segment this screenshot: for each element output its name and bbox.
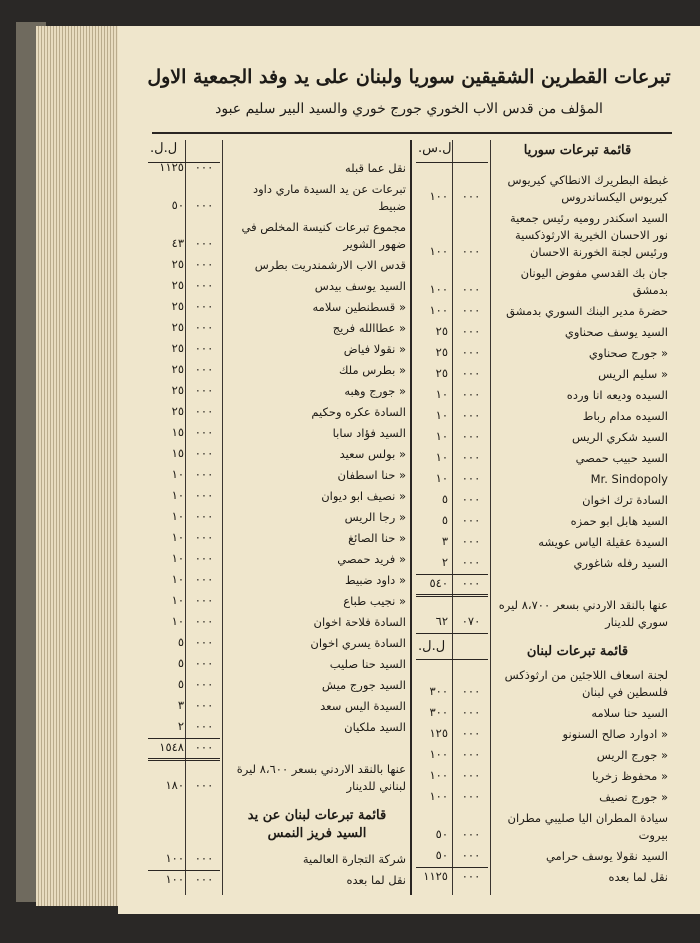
donor-name: « قسطنطين سلامه (312, 300, 406, 314)
donor-name: « محفوظ زخريا (591, 769, 668, 783)
amount-fraction: ٠٠٠ (194, 278, 214, 292)
amount-value: ١١٢٥ (159, 160, 184, 174)
total-rule (416, 633, 488, 634)
donor-name: حضرة مدير البنك السوري بدمشق (506, 304, 668, 318)
donor-name: السيدة عقيلة الياس عويشه (538, 535, 668, 549)
amount-value: ١٠ (171, 530, 184, 544)
total-rule (148, 738, 220, 739)
amount-fraction: ٠٠٠ (461, 450, 481, 464)
amount-value: ٢ (441, 555, 448, 569)
amount-fraction: ٠٠٠ (194, 341, 214, 355)
donor-name: السيد نقولا يوسف حرامي (545, 849, 668, 863)
amount-value: ٥ (177, 656, 184, 670)
amount-fraction: ٠٠٠ (194, 778, 214, 792)
donor-name: « جورج وهبه (344, 384, 406, 398)
donor-name: نقل لما بعده (608, 870, 668, 884)
donor-name: السادة يسري اخوان (310, 636, 406, 650)
amount-value: ٢٥ (435, 366, 448, 380)
amount-value: ٢٥ (171, 320, 184, 334)
amount-value: ٣ (441, 534, 448, 548)
amount-fraction: ٠٠٠ (461, 345, 481, 359)
donor-name: « بولس سعيد (339, 447, 406, 461)
donor-name: لجنة اسعاف اللاجئين من ارثوذكس فلسطين في لبنان (504, 668, 668, 699)
donor-name: « رجا الريس (344, 510, 406, 524)
donor-name: « ادوارد صالح السنونو (562, 727, 668, 741)
amount-value: ١٠٠ (165, 851, 184, 865)
list-item (0, 383, 700, 400)
amount-value: ١٠٠ (429, 747, 448, 761)
amount-value: ١٠ (171, 509, 184, 523)
list-item (0, 698, 700, 715)
amount-value: ١٠ (435, 429, 448, 443)
donor-name: « حنا اسطفان (337, 468, 406, 482)
list-item (0, 425, 700, 442)
list-item (0, 299, 700, 316)
amount-value: ١٥٤٨ (159, 740, 184, 754)
amount-value: ٥٠ (171, 198, 184, 212)
donor-name: السيدة اليس سعد (320, 699, 406, 713)
amount-fraction: ٠٠٠ (194, 572, 214, 586)
donor-name: السيد جورج ميش (321, 678, 406, 692)
amount-fraction: ٠٠٠ (461, 303, 481, 317)
list-item (0, 341, 700, 358)
list-item (0, 404, 700, 421)
donor-name: السيد حنا سلامه (591, 706, 668, 720)
list-item (0, 219, 700, 253)
donor-name: « حنا الصائغ (348, 531, 406, 545)
amount-fraction: ٠٠٠ (461, 282, 481, 296)
donor-name: السيد يوسف بيدس (314, 279, 406, 293)
amount-fraction: ٠٠٠ (461, 366, 481, 380)
amount-fraction: ٠٠٠ (461, 827, 481, 841)
donor-name: « نصيف ابو ديوان (321, 489, 406, 503)
donor-name: جان بك القدسي مفوض اليونان بدمشق (520, 266, 668, 297)
donor-name: نقل عما قبله (345, 161, 406, 175)
amount-fraction: ٠٠٠ (194, 530, 214, 544)
list-item (0, 851, 700, 868)
amount-fraction: ٠٠٠ (194, 656, 214, 670)
page-subtitle: المؤلف من قدس الاب الخوري جورج خوري والسيد البير سليم عبود (215, 101, 603, 117)
section-title: قائمة تبرعات لبنان (526, 644, 629, 659)
amount-fraction: ٠٠٠ (194, 299, 214, 313)
amount-fraction: ٠٠٠ (194, 425, 214, 439)
amount-fraction: ٠٠٠ (461, 244, 481, 258)
donor-name: تبرعات عن يد السيدة ماري داود ضبيط (252, 182, 406, 213)
amount-value: ١٠ (171, 572, 184, 586)
amount-fraction: ٠٠٠ (194, 362, 214, 376)
amount-fraction: ٠٠٠ (461, 747, 481, 761)
amount-value: ١٠ (171, 551, 184, 565)
amount-fraction: ٠٠٠ (194, 160, 214, 174)
donor-name (228, 740, 406, 757)
page-title: تبرعات القطرين الشقيقين سوريا ولبنان على يد وفد الجمعية الاول (147, 66, 671, 88)
list-item (0, 872, 700, 889)
amount-value: ٤٣ (171, 236, 184, 250)
amount-fraction: ٠٠٠ (194, 236, 214, 250)
amount-value: ١٠ (171, 614, 184, 628)
amount-value: ١٠٠ (165, 872, 184, 886)
amount-fraction: ٠٠٠ (461, 848, 481, 862)
donor-name: غبطة البطريرك الانطاكي كيريوس كيريوس اليكساندروس (507, 173, 668, 204)
amount-value: ٦٢ (435, 614, 448, 628)
amount-value: ٢٥ (171, 299, 184, 313)
donor-name: « فريد حمصي (337, 552, 406, 566)
donor-name: السادة فلاحة اخوان (313, 615, 406, 629)
amount-value: ٣٠٠ (429, 684, 448, 698)
amount-value: ١٥ (171, 446, 184, 460)
list-item (0, 656, 700, 673)
list-item (0, 572, 700, 589)
list-item (0, 551, 700, 568)
donor-name: « سليم الريس (598, 367, 668, 381)
donor-name: السادة عكره وحكيم (311, 405, 406, 419)
amount-value: ١٠٠ (429, 768, 448, 782)
amount-value: ٢٥ (435, 345, 448, 359)
donor-name: « نجيب طباع (343, 594, 406, 608)
amount-fraction: ٠٠٠ (461, 189, 481, 203)
amount-fraction: ٠٠٠ (461, 387, 481, 401)
amount-fraction: ٠٠٠ (194, 509, 214, 523)
donor-name: شركة التجارة العالمية (302, 852, 406, 866)
donor-name: « نقولا فياض (343, 342, 406, 356)
amount-value: ١٠ (171, 467, 184, 481)
amount-fraction: ٠٠٠ (461, 726, 481, 740)
amount-value: ٢٥ (171, 257, 184, 271)
amount-fraction: ٠٠٠ (461, 576, 481, 590)
amount-value: ٢٥ (171, 362, 184, 376)
amount-fraction: ٠٠٠ (194, 320, 214, 334)
amount-fraction: ٠٠٠ (194, 257, 214, 271)
syria-list-title: قائمة تبرعات سوريا (523, 143, 632, 158)
amount-value: ١٥ (171, 425, 184, 439)
donor-name: قدس الاب الارشمندريت بطرس (254, 258, 406, 272)
list-item (0, 761, 700, 795)
amount-fraction: ٠٠٠ (194, 488, 214, 502)
amount-fraction: ٠٠٠ (194, 446, 214, 460)
list-item (0, 614, 700, 631)
amount-value: ١٨٠ (165, 778, 184, 792)
amount-fraction: ٠٠٠ (461, 555, 481, 569)
donor-name: « جورج نصيف (599, 790, 668, 804)
list-item (0, 160, 700, 177)
donor-name: السيد شكري الريس (571, 430, 668, 444)
amount-fraction: ٠٠٠ (461, 534, 481, 548)
amount-fraction: ٠٠٠ (194, 851, 214, 865)
donor-name: عنها بالنقد الاردني بسعر ٨،٦٠٠ ليرة لبناني للدينار (236, 762, 406, 793)
list-item (0, 719, 700, 736)
donor-name: السادة ترك اخوان (582, 493, 668, 507)
donor-name: نقل لما بعده (346, 873, 406, 887)
amount-fraction: ٠٠٠ (194, 635, 214, 649)
amount-fraction: ٠٠٠ (194, 404, 214, 418)
amount-fraction: ٠٠٠ (194, 614, 214, 628)
amount-fraction: ٠٠٠ (194, 383, 214, 397)
list-item (0, 677, 700, 694)
lebanon-currency-header: ل.ل. (418, 639, 446, 654)
amount-fraction: ٠٠٠ (461, 429, 481, 443)
amount-fraction: ٠٠٠ (461, 492, 481, 506)
amount-fraction: ٠٠٠ (194, 872, 214, 886)
donor-name: Mr. Sindopoly (590, 472, 668, 486)
amount-value: ٥ (441, 492, 448, 506)
amount-value: ٥ (177, 635, 184, 649)
amount-fraction: ٠٠٠ (461, 869, 481, 883)
donor-name: سيادة المطران اليا صليبي مطران بيروت (507, 811, 668, 842)
list-item (0, 257, 700, 274)
amount-fraction: ٠٠٠ (461, 471, 481, 485)
amount-value: ١٠٠ (429, 244, 448, 258)
amount-fraction: ٠٠٠ (461, 513, 481, 527)
total-rule (148, 758, 220, 759)
donor-name: مجموع تبرعات كنيسة المخلص في ضهور الشوير (241, 220, 406, 251)
amount-fraction: ٠٠٠ (194, 677, 214, 691)
amount-value: ٥٠ (435, 827, 448, 841)
donor-name: السيد هابل ابو حمزه (570, 514, 668, 528)
amount-value: ١٠ (435, 471, 448, 485)
list-item (0, 320, 700, 337)
donor-name: السيد فؤاد سابا (332, 426, 406, 440)
amount-fraction: ٠٠٠ (461, 324, 481, 338)
donor-name: السيده مدام رباط (582, 409, 668, 423)
list-item (0, 488, 700, 505)
amount-value: ١٠٠ (429, 282, 448, 296)
donor-name: « عطاالله فريج (332, 321, 406, 335)
amount-value: ١٠٠ (429, 189, 448, 203)
donor-name: السيده وديعه انا ورده (566, 388, 668, 402)
list-item (0, 509, 700, 526)
list-item (0, 362, 700, 379)
right-currency-header: ل.س. (418, 141, 452, 156)
amount-fraction: ٠٠٠ (194, 740, 214, 754)
amount-value: ١٠ (171, 488, 184, 502)
amount-fraction: ٠٠٠ (461, 789, 481, 803)
donor-name: السيد حبيب حمصي (575, 451, 668, 465)
donor-name: السيد ملكيان (344, 720, 406, 734)
donor-name: « جورج صحناوي (588, 346, 668, 360)
donor-name: السيد يوسف صحناوي (564, 325, 668, 339)
amount-value: ١٠٠ (429, 303, 448, 317)
amount-value: ٥٤٠ (429, 576, 448, 590)
donor-name: « داود ضبيط (345, 573, 406, 587)
donor-name: السيد اسكندر روميه رئيس جمعية نور الاحسان الخيرية الارثوذكسية ورئيس لجنة الخورنة الاحسان (509, 211, 668, 259)
list-item (0, 530, 700, 547)
amount-fraction: ٠٠٠ (461, 705, 481, 719)
amount-fraction: ٠٠٠ (461, 768, 481, 782)
amount-value: ١٠ (435, 450, 448, 464)
list-item (0, 635, 700, 652)
section-title: قائمة تبرعات لبنان عن يد السيد فريز النمس (247, 808, 387, 841)
amount-value: ٢٥ (435, 324, 448, 338)
list-item (0, 446, 700, 463)
donor-name: « جورج الريس (596, 748, 668, 762)
amount-value: ١١٢٥ (423, 869, 448, 883)
amount-value: ١٠ (171, 593, 184, 607)
amount-fraction: ٠٠٠ (194, 551, 214, 565)
amount-fraction: ٠٠٠ (194, 719, 214, 733)
amount-value: ٢٥ (171, 278, 184, 292)
amount-fraction: ٠٧٠ (461, 614, 481, 628)
amount-fraction: ٠٠٠ (194, 467, 214, 481)
donor-name: « بطرس ملك (338, 363, 406, 377)
amount-value: ١٠ (435, 387, 448, 401)
amount-fraction: ٠٠٠ (194, 198, 214, 212)
donor-name: عنها بالنقد الاردني بسعر ٨،٧٠٠ ليره سوري للدينار (498, 598, 668, 629)
donor-name: السيد حنا صليب (329, 657, 406, 671)
amount-value: ١٠٠ (429, 789, 448, 803)
amount-fraction: ٠٠٠ (194, 593, 214, 607)
list-item (0, 278, 700, 295)
amount-value: ٢٥ (171, 383, 184, 397)
list-item (0, 593, 700, 610)
left-currency-header: ل.ل. (150, 141, 178, 156)
amount-fraction: ٠٠٠ (461, 684, 481, 698)
total-rule (148, 870, 220, 871)
amount-fraction: ٠٠٠ (461, 408, 481, 422)
amount-value: ٥ (441, 513, 448, 527)
amount-value: ٢٥ (171, 404, 184, 418)
amount-value: ٢ (177, 719, 184, 733)
amount-value: ١٠ (435, 408, 448, 422)
header-rule (152, 132, 672, 134)
donor-name: السيد رفله شاغوري (573, 556, 668, 570)
amount-fraction: ٠٠٠ (194, 698, 214, 712)
amount-value: ٣٠٠ (429, 705, 448, 719)
amount-value: ٣ (177, 698, 184, 712)
list-item (0, 467, 700, 484)
list-item (0, 740, 700, 757)
amount-value: ٥ (177, 677, 184, 691)
amount-value: ١٢٥ (429, 726, 448, 740)
amount-value: ٢٥ (171, 341, 184, 355)
list-item (0, 181, 700, 215)
amount-value: ٥٠ (435, 848, 448, 862)
